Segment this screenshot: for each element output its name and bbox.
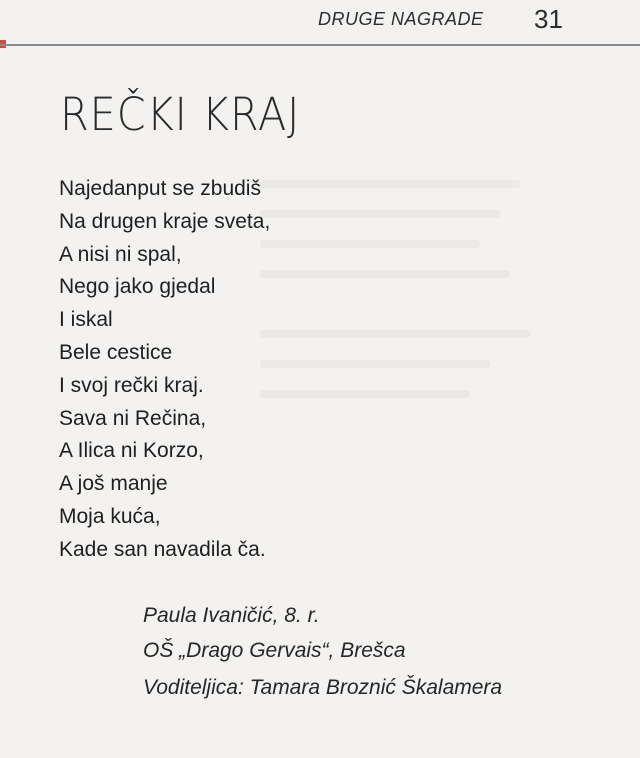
poem-line: Kade san navadila ča.: [59, 537, 266, 561]
poem-line: Najedanput se zbudiš: [59, 177, 261, 200]
show-through-lines: [260, 180, 560, 420]
running-head: DRUGE NAGRADE: [318, 9, 484, 29]
poem-line: I svoj rečki kraj.: [59, 373, 204, 397]
poem-line: A Ilica ni Korzo,: [59, 439, 204, 463]
mentor-credit: Voditeljica: Tamara Broznić Škalamera: [143, 676, 503, 699]
poem-line: Sava ni Rečina,: [59, 406, 207, 430]
author-credit: Paula Ivaničić, 8. r.: [143, 604, 320, 627]
poem-line: I iskal: [59, 308, 113, 332]
poem-line: Na drugen kraje sveta,: [59, 209, 271, 233]
poem-line: Bele cestice: [59, 340, 173, 364]
page-number: 31: [534, 4, 563, 34]
poem-line: Nego jako gjedal: [59, 275, 216, 299]
header-rule: [0, 44, 640, 46]
poem-title: REČKI KRAJ: [60, 88, 301, 141]
credits-block: [143, 598, 502, 705]
poem-line: A još manje: [59, 472, 168, 496]
school-credit: OŠ „Drago Gervais“, Brešca: [143, 639, 406, 662]
poem-body: [59, 173, 270, 567]
poem-line: A nisi ni spal,: [59, 242, 182, 266]
poem-line: Moja kuća,: [59, 504, 161, 528]
